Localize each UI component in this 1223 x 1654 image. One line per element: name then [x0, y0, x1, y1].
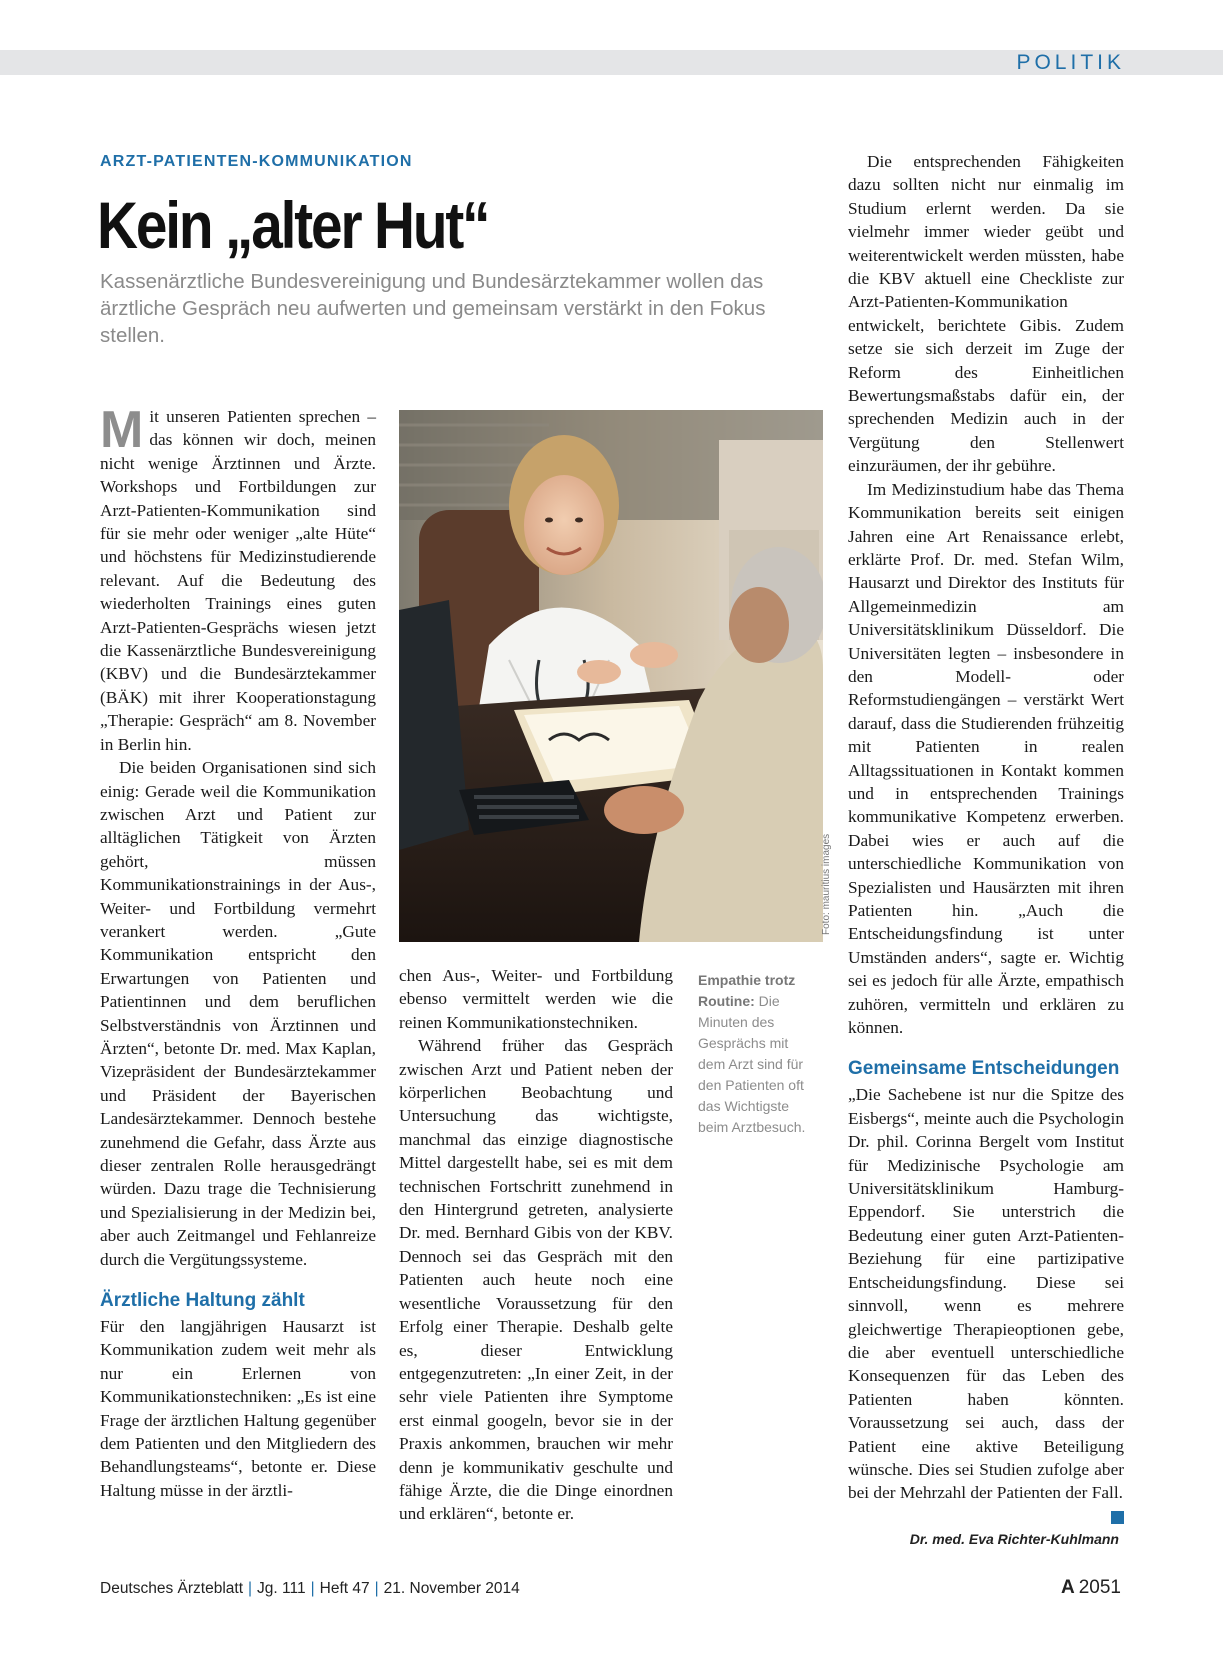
- page-number: [1061, 1577, 1121, 1599]
- article-headline: Kein „alter Hut“: [97, 188, 489, 262]
- footer-citation: [100, 1580, 520, 1598]
- subheading: Gemeinsame Entscheidungen: [848, 1058, 1120, 1080]
- page-prefix: A: [1060, 1577, 1075, 1598]
- paragraph-text: „Die Sachebene ist nur die Spitze des Eisbergs“, meinte auch die Psychologin Dr. phil. Corinna Bergelt vom Institut für Medizinische Psychologie am Universitätsklinikum Hamburg-Eppendorf. Sie unterstrich die Bedeutung einer guten Arzt-Patienten-Beziehung für eine partizipative Entscheidungsfindung. Diese sei sinnvoll, wenn es mehrere gleichwertige Therapieoptionen gebe, die aber eventuell unterschiedliche Konsequenzen für das Leben des Patienten haben könnten. Voraussetzung sei auch, dass der Patient eine aktive Beteiligung wünsche. Dies sei Studien zufolge aber bei der Mehrzahl der Patienten der Fall.: [848, 1085, 1124, 1503]
- article-column-3: [848, 150, 1124, 1524]
- page-number-value: 2051: [1078, 1577, 1121, 1598]
- article-author: Dr. med. Eva Richter-Kuhlmann: [909, 1531, 1119, 1547]
- drop-cap: M: [100, 401, 144, 459]
- issue-date: 21. November 2014: [383, 1580, 520, 1597]
- article-photo: [399, 410, 823, 942]
- paragraph: chen Aus-, Weiter- und Fortbildung ebenso vermittelt werden wie die reinen Kommunikationstechniken.: [399, 966, 673, 1032]
- paragraph: Die entsprechenden Fähigkeiten dazu sollten nicht nur einmalig im Studium erlernt werden. Da sie vielmehr immer wieder geübt und weiterentwickelt werden müssten, habe die KBV aktuell eine Checkliste zur Arzt-Patienten-Kommunikation entwickelt, berichtete Gibis. Zudem setze sie sich derzeit im Zuge der Reform des Einheitlichen Bewertungsmaßstabs dafür ein, der sprechenden Medizin auch in der Vergütung den Stellenwert einzuräumen, der ihr gebühre.: [848, 152, 1124, 476]
- section-label: POLITIK: [1016, 51, 1125, 74]
- caption-title: Empathie trotz Routine:: [698, 972, 796, 1009]
- paragraph: Die beiden Organisationen sind sich einig: Gerade weil die Kommunikation zwischen Arzt und Patient zur alltäglichen Tätigkeit von Ärzten gehört, müssen Kommunikationstrainings in der Aus-, Weiter- und Fortbildung vermehrt verankert werden. „Gute Kommunikation entspricht den Erwartungen von Patienten und Patientinnen und dem beruflichen Selbstverständnis von Ärztinnen und Ärzten“, betonte Dr. med. Max Kaplan, Vizepräsident der Bundesärztekammer und Präsident der Bayerischen Landesärztekammer. Dennoch bestehe zunehmend die Gefahr, dass Ärzte aus dieser zentralen Rolle herausgedrängt würden. Dazu trage die Technisierung und Spezialisierung in der Medizin bei, aber auch Zeitmangel und Fehlanreize durch die Vergütungssysteme.: [100, 758, 376, 1269]
- volume: Jg. 111: [257, 1580, 306, 1597]
- separator: |: [310, 1580, 315, 1597]
- caption-text: Die Minuten des Gesprächs mit dem Arzt sind für den Patienten oft das Wichtigste beim Arztbesuch.: [698, 993, 806, 1135]
- article-column-1: [100, 401, 376, 1502]
- paragraph: Während früher das Gespräch zwischen Arzt und Patient neben der körperlichen Beobachtung und Untersuchung das wichtigste, manchmal das einzige diagnostische Mittel dargestellt habe, sei es mit dem technischen Fortschritt zunehmend in den Hintergrund getreten, analysierte Dr. med. Bernhard Gibis von der KBV. Dennoch sei das Gespräch mit den Patienten auch heute noch eine wesentliche Voraussetzung für den Erfolg einer Therapie. Deshalb gelte es, dieser Entwicklung entgegenzutreten: „In einer Zeit, in der sehr viele Patienten ihre Symptome erst einmal googeln, bevor sie in der Praxis ankommen, brauchen wir mehr denn je kommunikativ geschulte und fähige Ärzte, die die Dinge einordnen und erklären“, betonte er.: [399, 1036, 673, 1524]
- issue: Heft 47: [319, 1580, 370, 1597]
- paragraph: [848, 1083, 1124, 1504]
- paragraph-text: it unseren Patienten sprechen – das können wir doch, meinen nicht wenige Ärztinnen und Ärzte. Workshops und Fortbildungen zur Arzt-Patienten-Kommunikation sind für sie mehr oder weniger „alte Hüte“ und höchstens für Medizinstudierende relevant. Auf die Bedeutung des wiederholten Trainings eines guten Arzt-Patienten-Gesprächs wiesen jetzt die Kassenärztliche Bundesvereinigung (KBV) und die Bundesärztekammer (BÄK) mit ihrer Kooperationstagung „Therapie: Gespräch“ am 8. November in Berlin hin.: [100, 407, 376, 754]
- article-column-2: [399, 964, 673, 1526]
- end-mark-icon: [1111, 1511, 1124, 1524]
- article-kicker: ARZT-PATIENTEN-KOMMUNIKATION: [100, 153, 413, 170]
- photo-credit: Foto: mauritius images: [821, 833, 832, 935]
- journal-name: Deutsches Ärzteblatt: [100, 1580, 244, 1597]
- paragraph: Im Medizinstudium habe das Thema Kommunikation bereits seit einigen Jahren eine Art Renaissance erlebt, erklärte Prof. Dr. med. Stefan Wilm, Hausarzt und Direktor des Instituts für Allgemeinmedizin am Universitätsklinikum Düsseldorf. Die Universitäten legten – insbesondere in den Modell- oder Reformstudiengängen – verstärkt Wert darauf, dass die Studierenden frühzeitig mit Patienten in realen Alltagssituationen in Kontakt kommen und in entsprechenden Trainings kommunikative Kompetenz erwerben. Dabei wies er auch auf die unterschiedliche Kommunikation von Spezialisten und Hausärzten mit ihren Patienten hin. „Auch die Entscheidungsfindung ist unter Umständen anders“, sagte er. Wichtig sei es jedoch für alle Ärzte, empathisch zuhören, vermitteln und erklären zu können.: [848, 479, 1124, 1038]
- subheading: Ärztliche Haltung zählt: [100, 1290, 305, 1312]
- separator: |: [248, 1580, 253, 1597]
- paragraph: [100, 401, 376, 756]
- photo-caption: [698, 970, 818, 1138]
- separator: |: [374, 1580, 379, 1597]
- article-lead: Kassenärztliche Bundesvereinigung und Bundesärztekammer wollen das ärztliche Gespräch neu aufwerten und gemeinsam verstärkt in den Fokus stellen.: [100, 270, 766, 347]
- paragraph: Für den langjährigen Hausarzt ist Kommunikation zudem weit mehr als nur ein Erlernen von Kommunikationstechniken: „Es ist eine Frage der ärztlichen Haltung gegenüber dem Patienten und den Mitgliedern des Behandlungsteams“, betonte er. Diese Haltung müsse in der ärztli-: [100, 1317, 376, 1500]
